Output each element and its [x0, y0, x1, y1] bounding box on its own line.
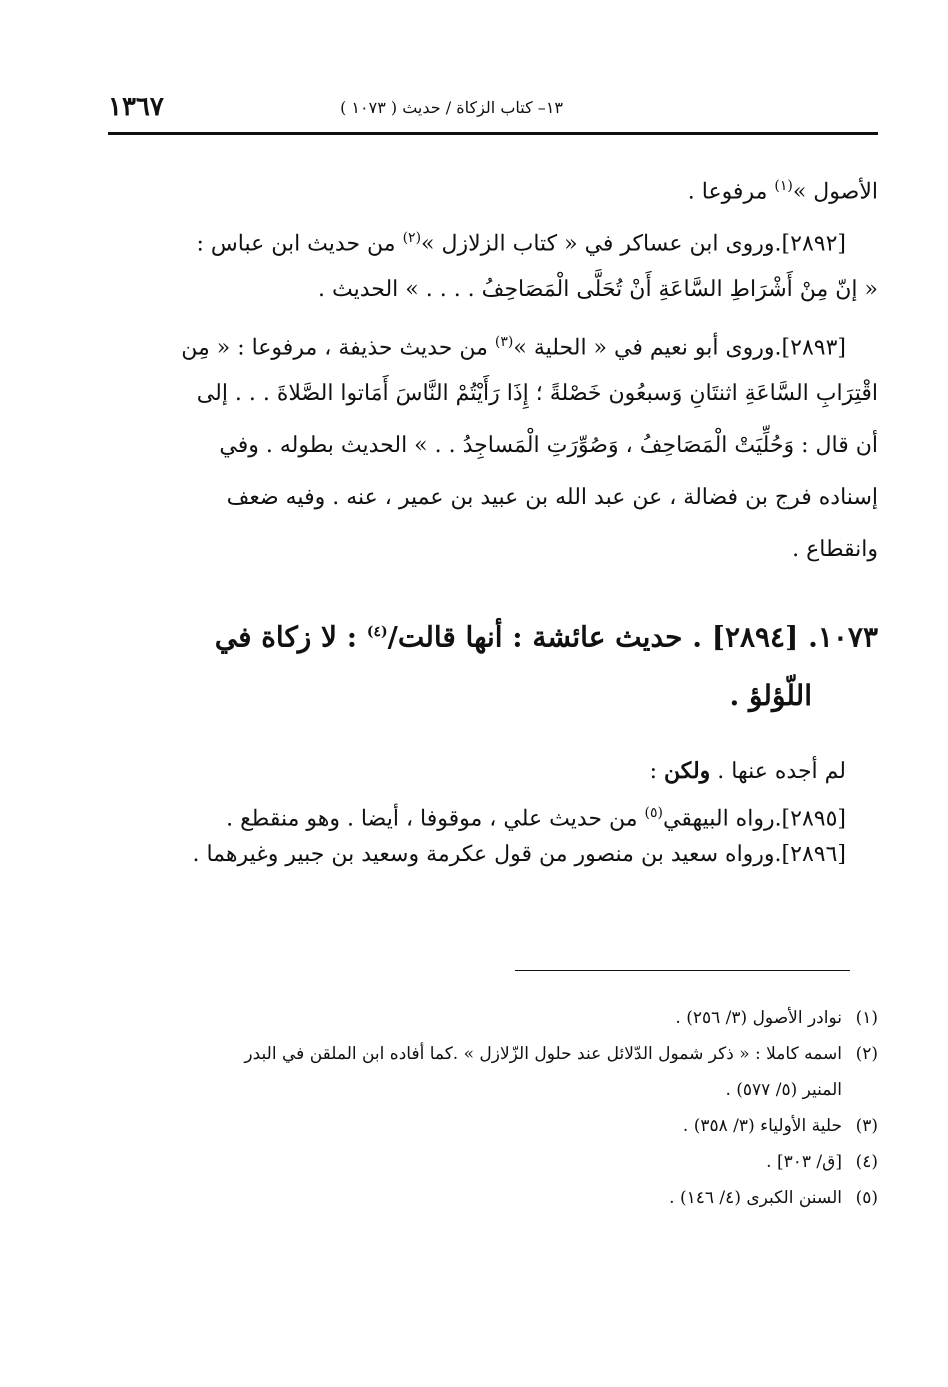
text-segment: من حديث علي ، موقوفا ، أيضا . وهو منقطع .	[226, 806, 645, 832]
heading-line	[108, 664, 878, 728]
text-line	[108, 160, 878, 212]
footnote-number: (٥)	[855, 1188, 878, 1208]
hadith-heading	[108, 600, 878, 728]
text-segment: مرفوعا .	[687, 179, 775, 205]
footnote-number: (٢)	[855, 1044, 878, 1064]
footnote-item	[108, 1180, 878, 1216]
paragraph-2893	[108, 316, 878, 368]
text-line	[108, 750, 878, 792]
footnote-ref: (٥)	[644, 805, 663, 821]
footnote-text: اسمه كاملا : « ذكر شمول الدّلائل عند حلول الزّلازل » .كما أفاده ابن الملقن في البدر	[244, 1044, 842, 1064]
text-segment: أن قال : وَحُلِّيَتْ الْمَصَاحِفُ ، وَصُوِّرَتِ الْمَساجِدُ . . » الحديث بطوله . وفي	[219, 433, 878, 458]
text-segment: [٢٨٩٥].رواه البيهقي	[662, 806, 846, 832]
footnote-ref: (١)	[774, 178, 793, 194]
text-segment: لم أجده عنها .	[710, 759, 846, 784]
text-line	[108, 264, 878, 316]
footnotes	[108, 1000, 878, 1216]
footnote-number: (٤)	[855, 1152, 878, 1172]
footnote-text: حلية الأولياء (٣/ ٣٥٨) .	[682, 1116, 842, 1136]
footnote-ref: (٣)	[494, 334, 514, 350]
footnote-ref: (٢)	[402, 230, 422, 246]
book-page	[108, 0, 878, 1387]
text-segment: : لا زكاة في	[214, 620, 367, 654]
page-header	[108, 92, 878, 135]
footnote-divider	[515, 970, 850, 971]
text-segment: « إنّ مِنْ أَشْرَاطِ السَّاعَةِ أَنْ تُحَلَّى الْمَصَاحِفُ . . . . » الحديث .	[318, 277, 878, 302]
footnote-continuation: المنير (٥/ ٥٧٧) .	[725, 1080, 842, 1100]
footnote-text: نوادر الأصول (٣/ ٢٥٦) .	[675, 1008, 842, 1028]
text-segment: من حديث حذيفة ، مرفوعا : « مِن	[181, 335, 495, 361]
text-segment: وانقطاع .	[792, 537, 878, 562]
footnote-item	[108, 1108, 878, 1144]
text-segment: إسناده فرج بن فضالة ، عن عبد الله بن عبيد بن عمير ، عنه . وفيه ضعف	[226, 485, 878, 510]
main-text	[108, 160, 878, 576]
commentary	[108, 750, 878, 876]
footnote-item	[108, 1144, 878, 1180]
heading-line	[108, 600, 878, 664]
text-line	[108, 472, 878, 524]
text-segment: الأصول »	[792, 179, 878, 205]
running-title: ١٣– كتاب الزكاة / حديث ( ١٠٧٣ )	[340, 98, 563, 117]
footnote-item	[108, 1000, 878, 1036]
text-segment: [٢٨٩٦].ورواه سعيد بن منصور من قول عكرمة وسعيد بن جبير وغيرهما .	[192, 842, 846, 867]
text-line	[108, 368, 878, 420]
paragraph-2896	[108, 834, 878, 876]
text-segment: :	[649, 759, 665, 784]
paragraph-2892	[108, 212, 878, 264]
text-segment: [٢٨٩٣].وروى أبو نعيم في « الحلية »	[513, 335, 846, 361]
footnote-number: (١)	[855, 1008, 878, 1028]
text-segment: ١٠٧٣. [٢٨٩٤] . حديث عائشة : أنها قالت/	[387, 620, 878, 654]
text-line	[108, 420, 878, 472]
paragraph-2895	[108, 792, 878, 834]
page-number: ١٣٦٧	[108, 92, 164, 122]
footnote-text: [ق/ ٣٠٣] .	[766, 1152, 842, 1172]
footnote-number: (٣)	[855, 1116, 878, 1136]
footnote-item	[108, 1036, 878, 1072]
emphasis-word: ولكن	[664, 758, 711, 784]
text-segment: اقْتِرَابِ السَّاعَةِ اثنتَانِ وَسبعُون خَصْلةً ؛ إِذَا رَأَيْتُمْ النَّاسَ أَمَاتوا الصَّلاةَ . . . إلى	[196, 381, 878, 406]
text-line	[108, 524, 878, 576]
footnote-text: السنن الكبرى (٤/ ١٤٦) .	[669, 1188, 842, 1208]
footnote-ref: (٤)	[366, 624, 388, 640]
text-segment: [٢٨٩٢].وروى ابن عساكر في « كتاب الزلازل »	[421, 231, 846, 257]
text-segment: اللّؤلؤ .	[729, 679, 812, 712]
text-segment: من حديث ابن عباس :	[196, 231, 403, 257]
